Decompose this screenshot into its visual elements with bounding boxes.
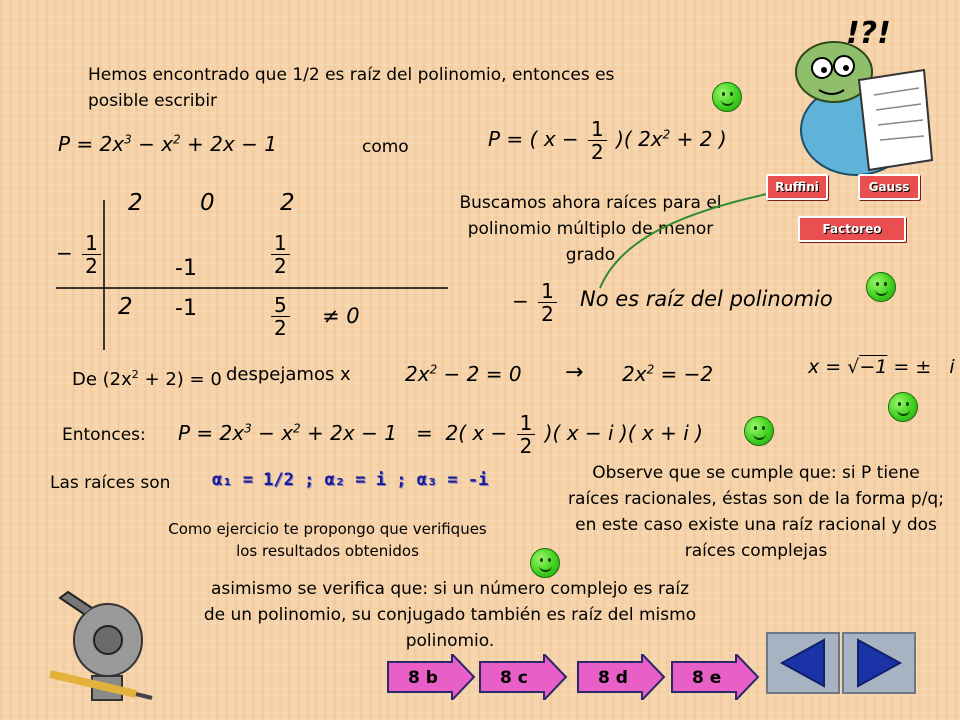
ruffini-product-fraction: $\frac{1}{2}$: [268, 232, 293, 277]
thought-marks: !?!: [846, 16, 891, 51]
smiley-icon[interactable]: [712, 82, 742, 112]
ruffini-result-fraction: $\frac{5}{2}$: [268, 294, 293, 339]
pencil-sharpener-icon: [40, 590, 170, 708]
polynomial-factored: P = ( x − $\frac{1}{2}$ )( $2x^2 + 2$ ): [488, 117, 727, 164]
ruffini-product: -1: [175, 256, 197, 281]
solve-result: x = √−1 = ± i: [808, 356, 955, 378]
observe-text: Observe que se cumple que: si P tiene raíces racionales, éstas son de la forma p/q; en este caso existe una raíz racional y dos raíces complejas: [568, 463, 944, 561]
ruffini-remainder: ≠ 0: [322, 304, 360, 328]
ruffini-button[interactable]: Ruffini: [766, 174, 828, 200]
pencil-sharpener-image: [40, 590, 170, 708]
nav-label: 8 b: [408, 668, 438, 688]
nav-8d-button[interactable]: [576, 654, 666, 700]
ruffini-divisor: − $\frac{1}{2}$: [56, 232, 104, 277]
solve-step2: $2x^2 = -2$: [622, 362, 714, 386]
roots-values: α₁ = 1/2 ; α₂ = i ; α₃ = -i: [212, 470, 489, 490]
back-triangle-icon: [766, 632, 840, 694]
search-text: Buscamos ahora raíces para el polinomio múltiplo de menor grado: [459, 193, 722, 265]
gauss-button[interactable]: Gauss: [858, 174, 920, 200]
nav-8e-button[interactable]: [670, 654, 760, 700]
roots-label: Las raíces son: [50, 473, 171, 493]
entonces-label: Entonces:: [62, 425, 146, 445]
factoreo-button[interactable]: Factoreo: [798, 216, 906, 242]
smiley-icon[interactable]: [744, 416, 774, 446]
como-label: como: [362, 137, 409, 157]
intro-text: Hemos encontrado que 1/2 es raíz del polinomio, entonces es posible escribir: [88, 65, 615, 111]
smiley-icon[interactable]: [888, 392, 918, 422]
exercise-text: Como ejercicio te propongo que verifiques los resultados obtenidos: [168, 520, 487, 560]
no-root-text: No es raíz del polinomio: [580, 287, 833, 311]
ruffini-coeff: 2: [280, 190, 295, 216]
ruffini-result: 2: [118, 294, 133, 320]
ruffini-coeff: 0: [200, 190, 215, 216]
nav-label: 8 c: [500, 668, 528, 688]
solve-eq: De $(2x^2 + 2) = 0$: [72, 368, 222, 390]
smiley-icon[interactable]: [866, 272, 896, 302]
smiley-icon[interactable]: [530, 548, 560, 578]
ruffini-coeff: 2: [128, 190, 143, 216]
thinking-character: [764, 10, 954, 180]
nav-label: 8 d: [598, 668, 628, 688]
next-slide-button[interactable]: [842, 632, 916, 694]
despejamos-label: despejamos x: [226, 364, 351, 385]
forward-triangle-icon: [842, 632, 916, 694]
ruffini-result: -1: [175, 296, 197, 321]
nav-label: 8 e: [692, 668, 722, 688]
conjugate-text: asimismo se verifica que: si un número complejo es raíz de un polinomio, su conjugado también es raíz del mismo polinomio.: [203, 579, 697, 651]
divisor-num: 1: [82, 232, 101, 255]
negative-half: − $\frac{1}{2}$: [512, 280, 560, 325]
nav-8c-button[interactable]: [478, 654, 568, 700]
nav-8b-button[interactable]: [386, 654, 476, 700]
prev-slide-button[interactable]: [766, 632, 840, 694]
solve-step1: $2x^2 - 2 = 0$: [405, 362, 522, 386]
ruffini-lines: [56, 200, 456, 360]
polynomial-p: $P = 2x^3 - x^2 + 2x - 1$: [58, 132, 277, 156]
divisor-den: 2: [85, 254, 98, 278]
solve-arrow: →: [565, 360, 584, 385]
entonces-equation: $P = 2x^3 - x^2 + 2x - 1 = 2$( x − $\frac{1}{2}$ )( x − i )( x + i ): [178, 411, 703, 458]
